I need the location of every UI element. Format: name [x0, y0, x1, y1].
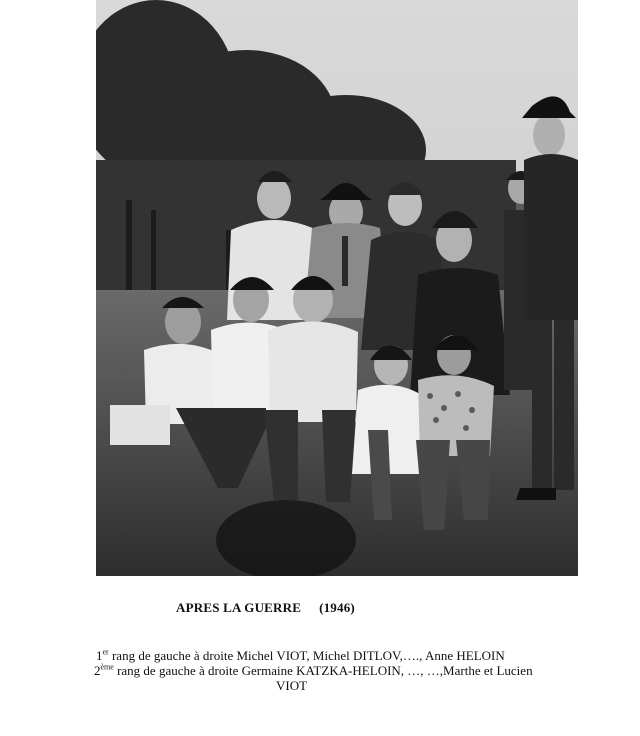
photo-illustration	[96, 0, 578, 576]
row2-text: rang de gauche à droite Germaine KATZKA-HELOIN, …, …,Marthe et Lucien	[113, 663, 533, 678]
title-year: (1946)	[319, 600, 355, 615]
row2-ordinal: 2	[94, 663, 101, 678]
photo-title	[176, 600, 355, 616]
caption-row-3	[94, 678, 624, 693]
photo-caption	[94, 648, 624, 693]
row1-ordinal: 1	[96, 648, 103, 663]
row2-ordinal-suffix: ème	[100, 662, 114, 672]
group-photograph	[96, 0, 578, 576]
row1-ordinal-suffix: er	[102, 647, 109, 657]
row3-text: VIOT	[276, 678, 308, 693]
caption-row-1	[94, 648, 624, 663]
caption-row-2	[94, 663, 624, 678]
title-text: APRES LA GUERRE	[176, 600, 302, 615]
row1-text: rang de gauche à droite Michel VIOT, Michel DITLOV,…., Anne HELOIN	[108, 648, 505, 663]
